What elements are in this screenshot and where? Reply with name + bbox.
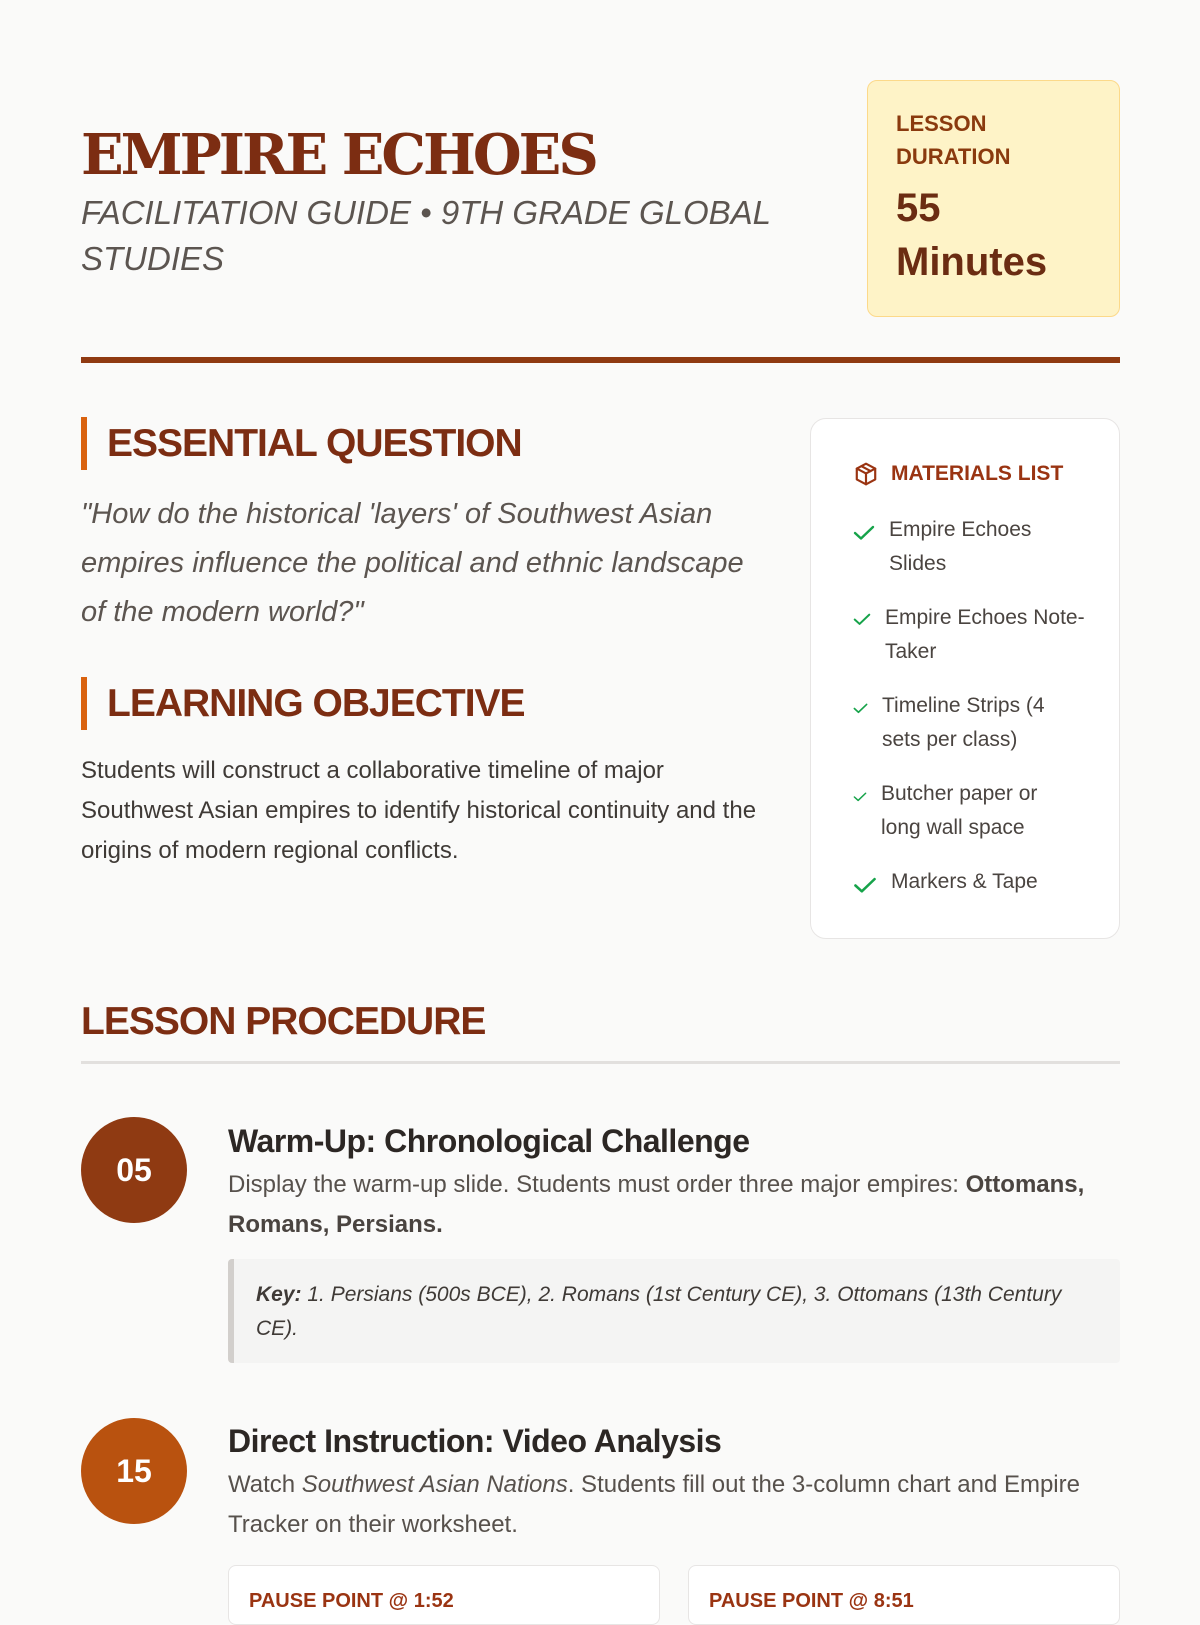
learning-objective-heading: LEARNING OBJECTIVE	[81, 677, 525, 730]
check-icon	[853, 701, 868, 719]
step-title: Warm-Up: Chronological Challenge	[228, 1123, 750, 1159]
learning-objective-text: Students will construct a collaborative timeline of major Southwest Asian empires to identify historical continuity and the origins of modern regional conflicts.	[81, 757, 757, 864]
step-description-emphasis: Ottomans, Romans, Persians.	[228, 1171, 1085, 1238]
page-title: EMPIRE ECHOES	[81, 122, 596, 188]
materials-card	[810, 418, 1120, 939]
material-label: Timeline Strips (4 sets per class)	[882, 694, 1045, 751]
answer-key-label: Key:	[256, 1283, 302, 1306]
materials-title: MATERIALS LIST	[891, 462, 1064, 485]
step-minutes-badge: 15	[81, 1418, 187, 1524]
answer-key-box	[228, 1259, 1120, 1363]
page-subtitle: FACILITATION GUIDE • 9TH GRADE GLOBAL STUDIES	[81, 194, 771, 277]
pause-point-card: PAUSE POINT @ 8:51	[688, 1565, 1120, 1625]
step-title: Direct Instruction: Video Analysis	[228, 1423, 722, 1459]
material-label: Empire Echoes Note-Taker	[885, 606, 1085, 663]
duration-label: LESSON DURATION	[896, 111, 1011, 169]
lesson-duration-card	[867, 80, 1120, 317]
header-divider	[81, 357, 1120, 363]
answer-key-text: 1. Persians (500s BCE), 2. Romans (1st Century CE), 3. Ottomans (13th Century CE).	[256, 1283, 1062, 1340]
list-item	[853, 865, 1119, 899]
material-label: Empire Echoes Slides	[889, 518, 1032, 575]
materials-header	[853, 461, 1119, 487]
essential-question-text: "How do the historical 'layers' of Southwest Asian empires influence the political and ethnic landscape of the modern world?"	[81, 498, 744, 628]
pause-point-card: PAUSE POINT @ 1:52	[228, 1565, 660, 1625]
list-item	[853, 689, 1119, 757]
duration-value: 55 Minutes	[896, 186, 1048, 284]
materials-list	[853, 513, 1119, 899]
step-description	[228, 1465, 1118, 1545]
step-description-text: Display the warm-up slide. Students must order three major empires:	[228, 1171, 966, 1198]
step-description-text: . Students fill out the 3-column chart and Empire Tracker on their worksheet.	[228, 1471, 1080, 1538]
video-title: Southwest Asian Nations	[301, 1471, 568, 1498]
step-minutes-badge: 05	[81, 1117, 187, 1223]
list-item	[853, 777, 1119, 845]
material-label: Butcher paper or long wall space	[881, 782, 1038, 839]
lesson-procedure-heading: LESSON PROCEDURE	[81, 1000, 486, 1043]
check-icon	[853, 613, 871, 631]
check-icon	[853, 525, 875, 546]
essential-question-heading: ESSENTIAL QUESTION	[81, 417, 522, 470]
check-icon	[853, 789, 867, 807]
page-header	[81, 80, 1120, 320]
step-description	[228, 1165, 1118, 1245]
box-icon	[853, 461, 879, 487]
material-label: Markers & Tape	[891, 870, 1038, 893]
procedure-divider	[81, 1061, 1120, 1064]
list-item	[853, 513, 1119, 581]
step-description-text: Watch	[228, 1471, 302, 1498]
list-item	[853, 601, 1119, 669]
check-icon	[853, 877, 877, 899]
